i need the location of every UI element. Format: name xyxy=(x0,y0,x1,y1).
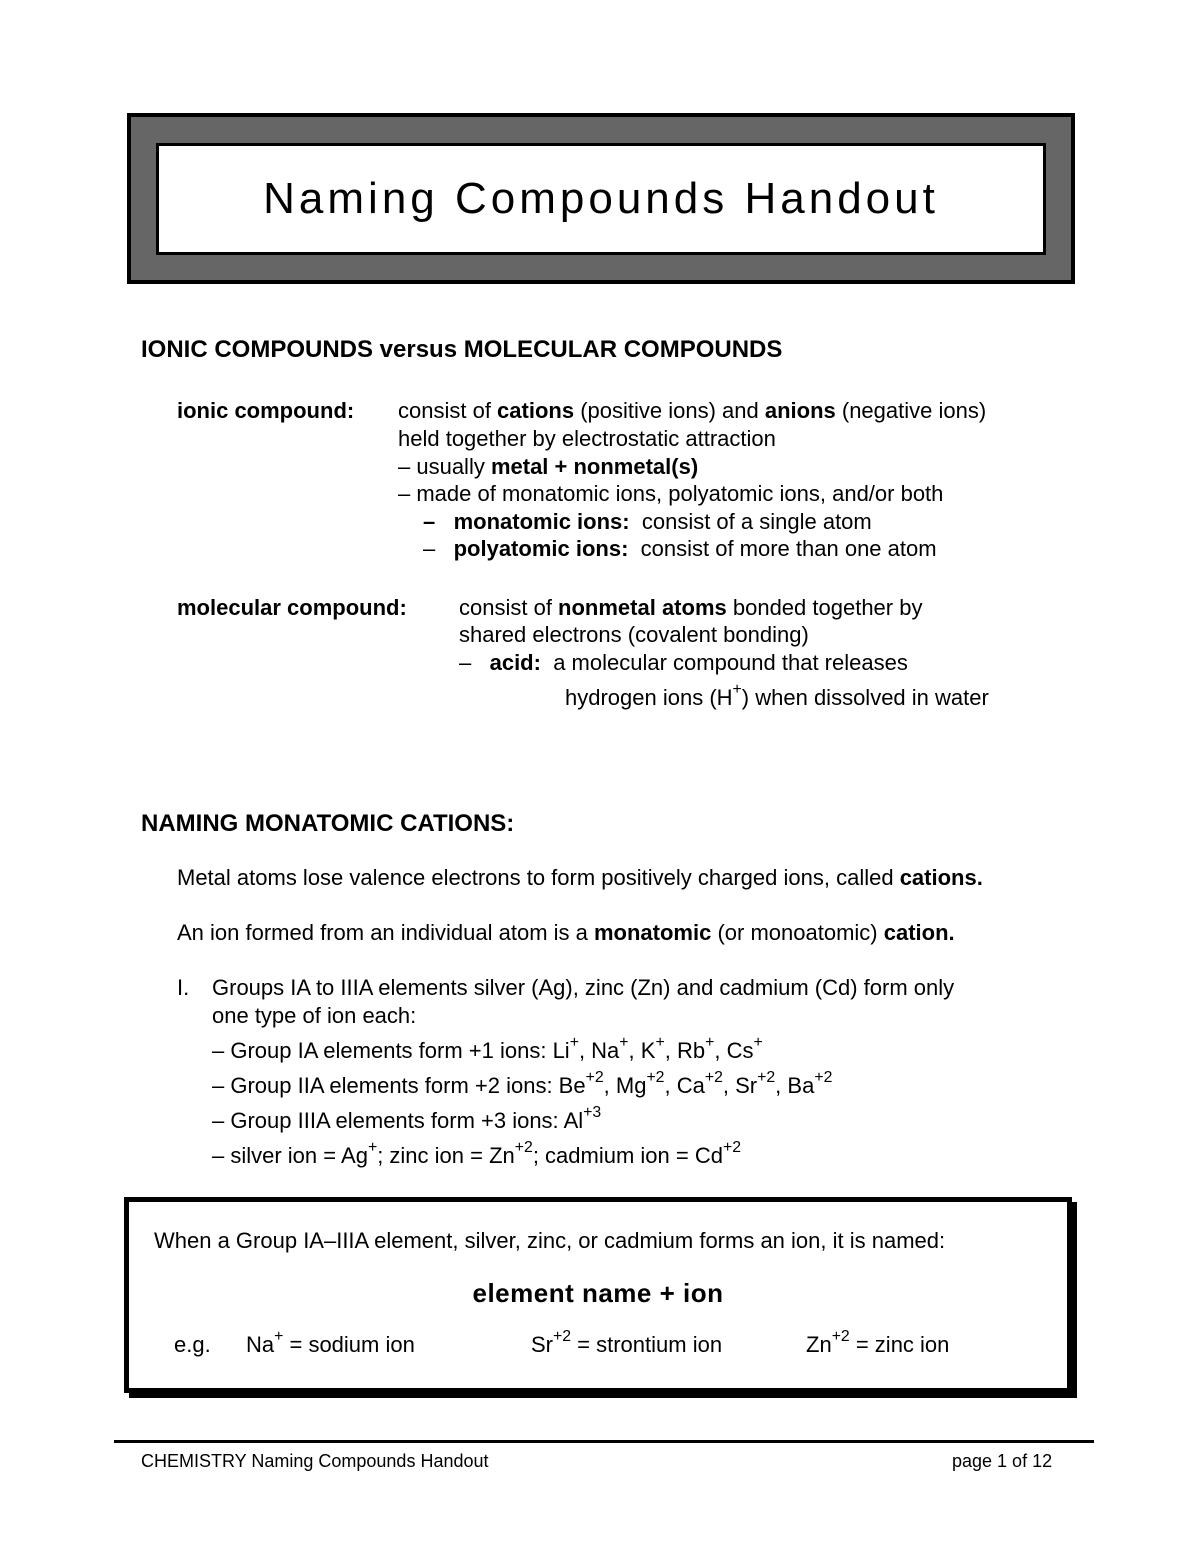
group-iia-ions xyxy=(558,1068,833,1098)
group-iia-ion: $Mg^{+2}$, xyxy=(615,1068,677,1098)
list-item-line-2: one type of ion each: xyxy=(212,1003,417,1028)
monatomic-paragraph: An ion formed from an individual atom is a monatomic (or monoatomic) cation. xyxy=(177,920,955,945)
section-heading-ionic-vs-molecular: IONIC COMPOUNDS versus MOLECULAR COMPOUNDS xyxy=(141,336,783,363)
rule-formula: element name + ion xyxy=(472,1278,724,1308)
list-item-number: I. xyxy=(177,975,190,1000)
group-iia-ion: $Be^{+2}$, xyxy=(558,1068,616,1098)
group-ia-ion: Na+, xyxy=(591,1033,641,1063)
list-item-line-1: Groups IA to IIIA elements silver (Ag), zinc (Zn) and cadmium (Cd) form only xyxy=(212,975,955,1000)
footer-title: CHEMISTRY Naming Compounds Handout xyxy=(141,1451,489,1471)
molecular-def-line-1: consist of nonmetal atoms bonded together by xyxy=(459,595,923,620)
group-iia-ion: $Sr^{+2}$, xyxy=(735,1068,788,1098)
footer-divider xyxy=(114,1440,1094,1443)
group-ia-line: – Group IA elements form +1 ions: Li+, Na+, K+, Rb+, Cs+ xyxy=(212,1033,763,1063)
title-box xyxy=(156,143,1046,255)
ionic-def-line-2: held together by electrostatic attraction xyxy=(398,426,776,451)
group-ia-ion: K+, xyxy=(640,1033,677,1063)
example-sodium: Na+ = sodium ion xyxy=(246,1327,415,1357)
cations-paragraph: Metal atoms lose valence electrons to form positively charged ions, called cations. xyxy=(177,865,983,890)
page-number: page 1 of 12 xyxy=(952,1451,1053,1471)
page-title: Naming Compounds Handout xyxy=(263,174,939,223)
title-frame xyxy=(127,113,1075,284)
monatomic-ions-line: – monatomic ions: consist of a single atom xyxy=(423,509,872,534)
group-ia-ion: Rb+, xyxy=(676,1033,727,1063)
example-zinc: $Zn^{+2}$ = zinc ion xyxy=(806,1327,950,1357)
polyatomic-ions-line: – polyatomic ions: consist of more than one atom xyxy=(423,536,937,561)
molecular-def-line-2: shared electrons (covalent bonding) xyxy=(459,622,809,647)
acid-line-2: hydrogen ions (H+) when dissolved in water xyxy=(565,680,989,710)
group-ia-ion: Li+, xyxy=(552,1033,592,1063)
naming-rule-box xyxy=(124,1197,1072,1393)
group-iiia-line: – Group IIIA elements form +3 ions: $Al^{+3}$ xyxy=(212,1103,602,1133)
ionic-def-line-3: – usually metal + nonmetal(s) xyxy=(398,454,699,479)
group-iia-line: – Group IIA elements form +2 ions: $Be^{+2}$, $Mg^{+2}$, $Ca^{+2}$, $Sr^{+2}$, $Ba^{+2}$ xyxy=(212,1068,833,1098)
group-ia-ion: Cs+ xyxy=(726,1033,763,1063)
example-strontium: $Sr^{+2}$ = strontium ion xyxy=(531,1327,723,1357)
section-heading-monatomic-cations: NAMING MONATOMIC CATIONS: xyxy=(141,810,515,837)
silver-zinc-cadmium-line: – silver ion = Ag+; zinc ion = $Zn^{+2}$; cadmium ion = $Cd^{+2}$ xyxy=(212,1138,741,1168)
group-iia-ion: $Ba^{+2}$ xyxy=(787,1068,833,1098)
rule-intro: When a Group IA–IIIA element, silver, zinc, or cadmium forms an ion, it is named: xyxy=(154,1228,946,1253)
ionic-compound-term: ionic compound: xyxy=(177,398,355,423)
group-iia-ion: $Ca^{+2}$, xyxy=(676,1068,736,1098)
molecular-compound-term: molecular compound: xyxy=(177,595,407,620)
acid-line: – acid: a molecular compound that releases xyxy=(459,650,908,675)
example-label: e.g. xyxy=(174,1332,211,1357)
ionic-def-line-1: consist of cations (positive ions) and anions (negative ions) xyxy=(398,398,987,423)
ionic-def-line-4: – made of monatomic ions, polyatomic ions, and/or both xyxy=(398,481,944,506)
group-ia-ions xyxy=(552,1033,763,1063)
